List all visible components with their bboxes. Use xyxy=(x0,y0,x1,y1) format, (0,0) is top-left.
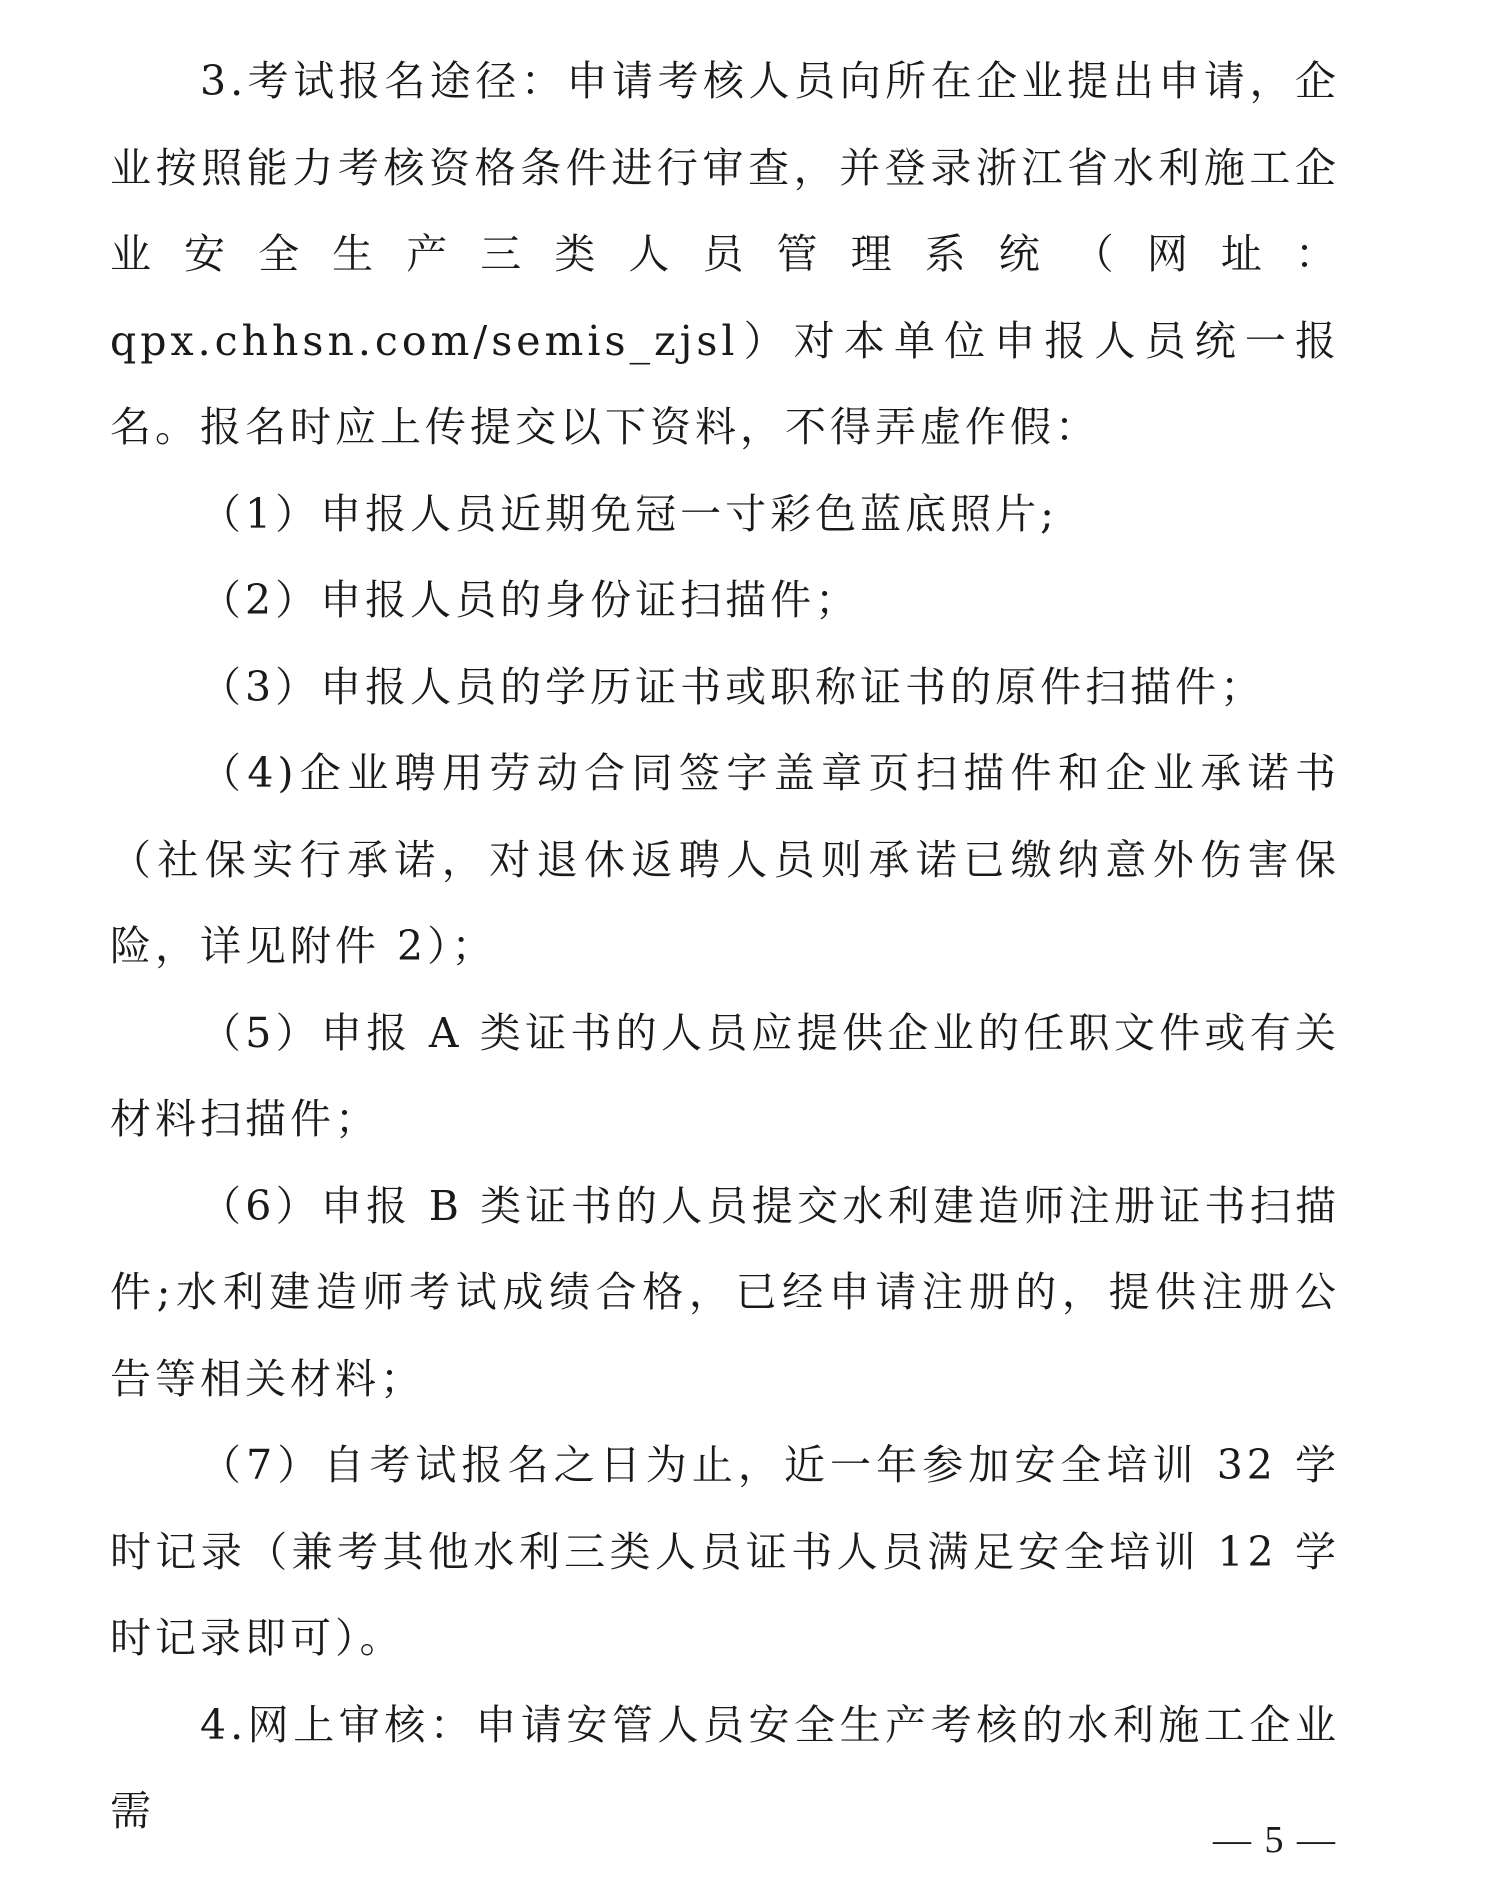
document-body xyxy=(110,38,1340,1855)
paragraph-online-review: 4.网上审核：申请安管人员安全生产考核的水利施工企业需 xyxy=(110,1700,1340,1835)
list-item-id-card: （2）申报人员的身份证扫描件； xyxy=(200,576,861,624)
list-item-photo: （1）申报人员近期免冠一寸彩色蓝底照片; xyxy=(200,489,1058,538)
list-item-training-record: （7）自考试报名之日为止，近一年参加安全培训 32 学时记录（兼考其他水利三类人员证书人员满足安全培训 12 学时记录即可）。 xyxy=(110,1441,1340,1662)
page-number: — 5 — xyxy=(1213,1819,1337,1861)
list-item-class-b-documents: （6）申报 B 类证书的人员提交水利建造师注册证书扫描件;水利建造师考试成绩合格，已经申请注册的，提供注册公告等相关材料； xyxy=(110,1181,1340,1403)
list-item-education-certificate: （3）申报人员的学历证书或职称证书的原件扫描件； xyxy=(200,662,1266,711)
paragraph-registration-route: 3.考试报名途径：申请考核人员向所在企业提出申请，企业按照能力考核资格条件进行审查，并登录浙江省水利施工企业安全生产三类人员管理系统（网址：qpx.chhsn.com/semis_zjsl）对本单位申报人员统一报名。报名时应上传提交以下资料，不得弄虚作假： xyxy=(110,57,1340,451)
list-item-class-a-documents: （5）申报 A 类证书的人员应提供企业的任职文件或有关材料扫描件； xyxy=(110,1008,1340,1143)
list-item-labor-contract: （4)企业聘用劳动合同签字盖章页扫描件和企业承诺书（社保实行承诺，对退休返聘人员则承诺已缴纳意外伤害保险，详见附件 2）； xyxy=(110,749,1340,970)
